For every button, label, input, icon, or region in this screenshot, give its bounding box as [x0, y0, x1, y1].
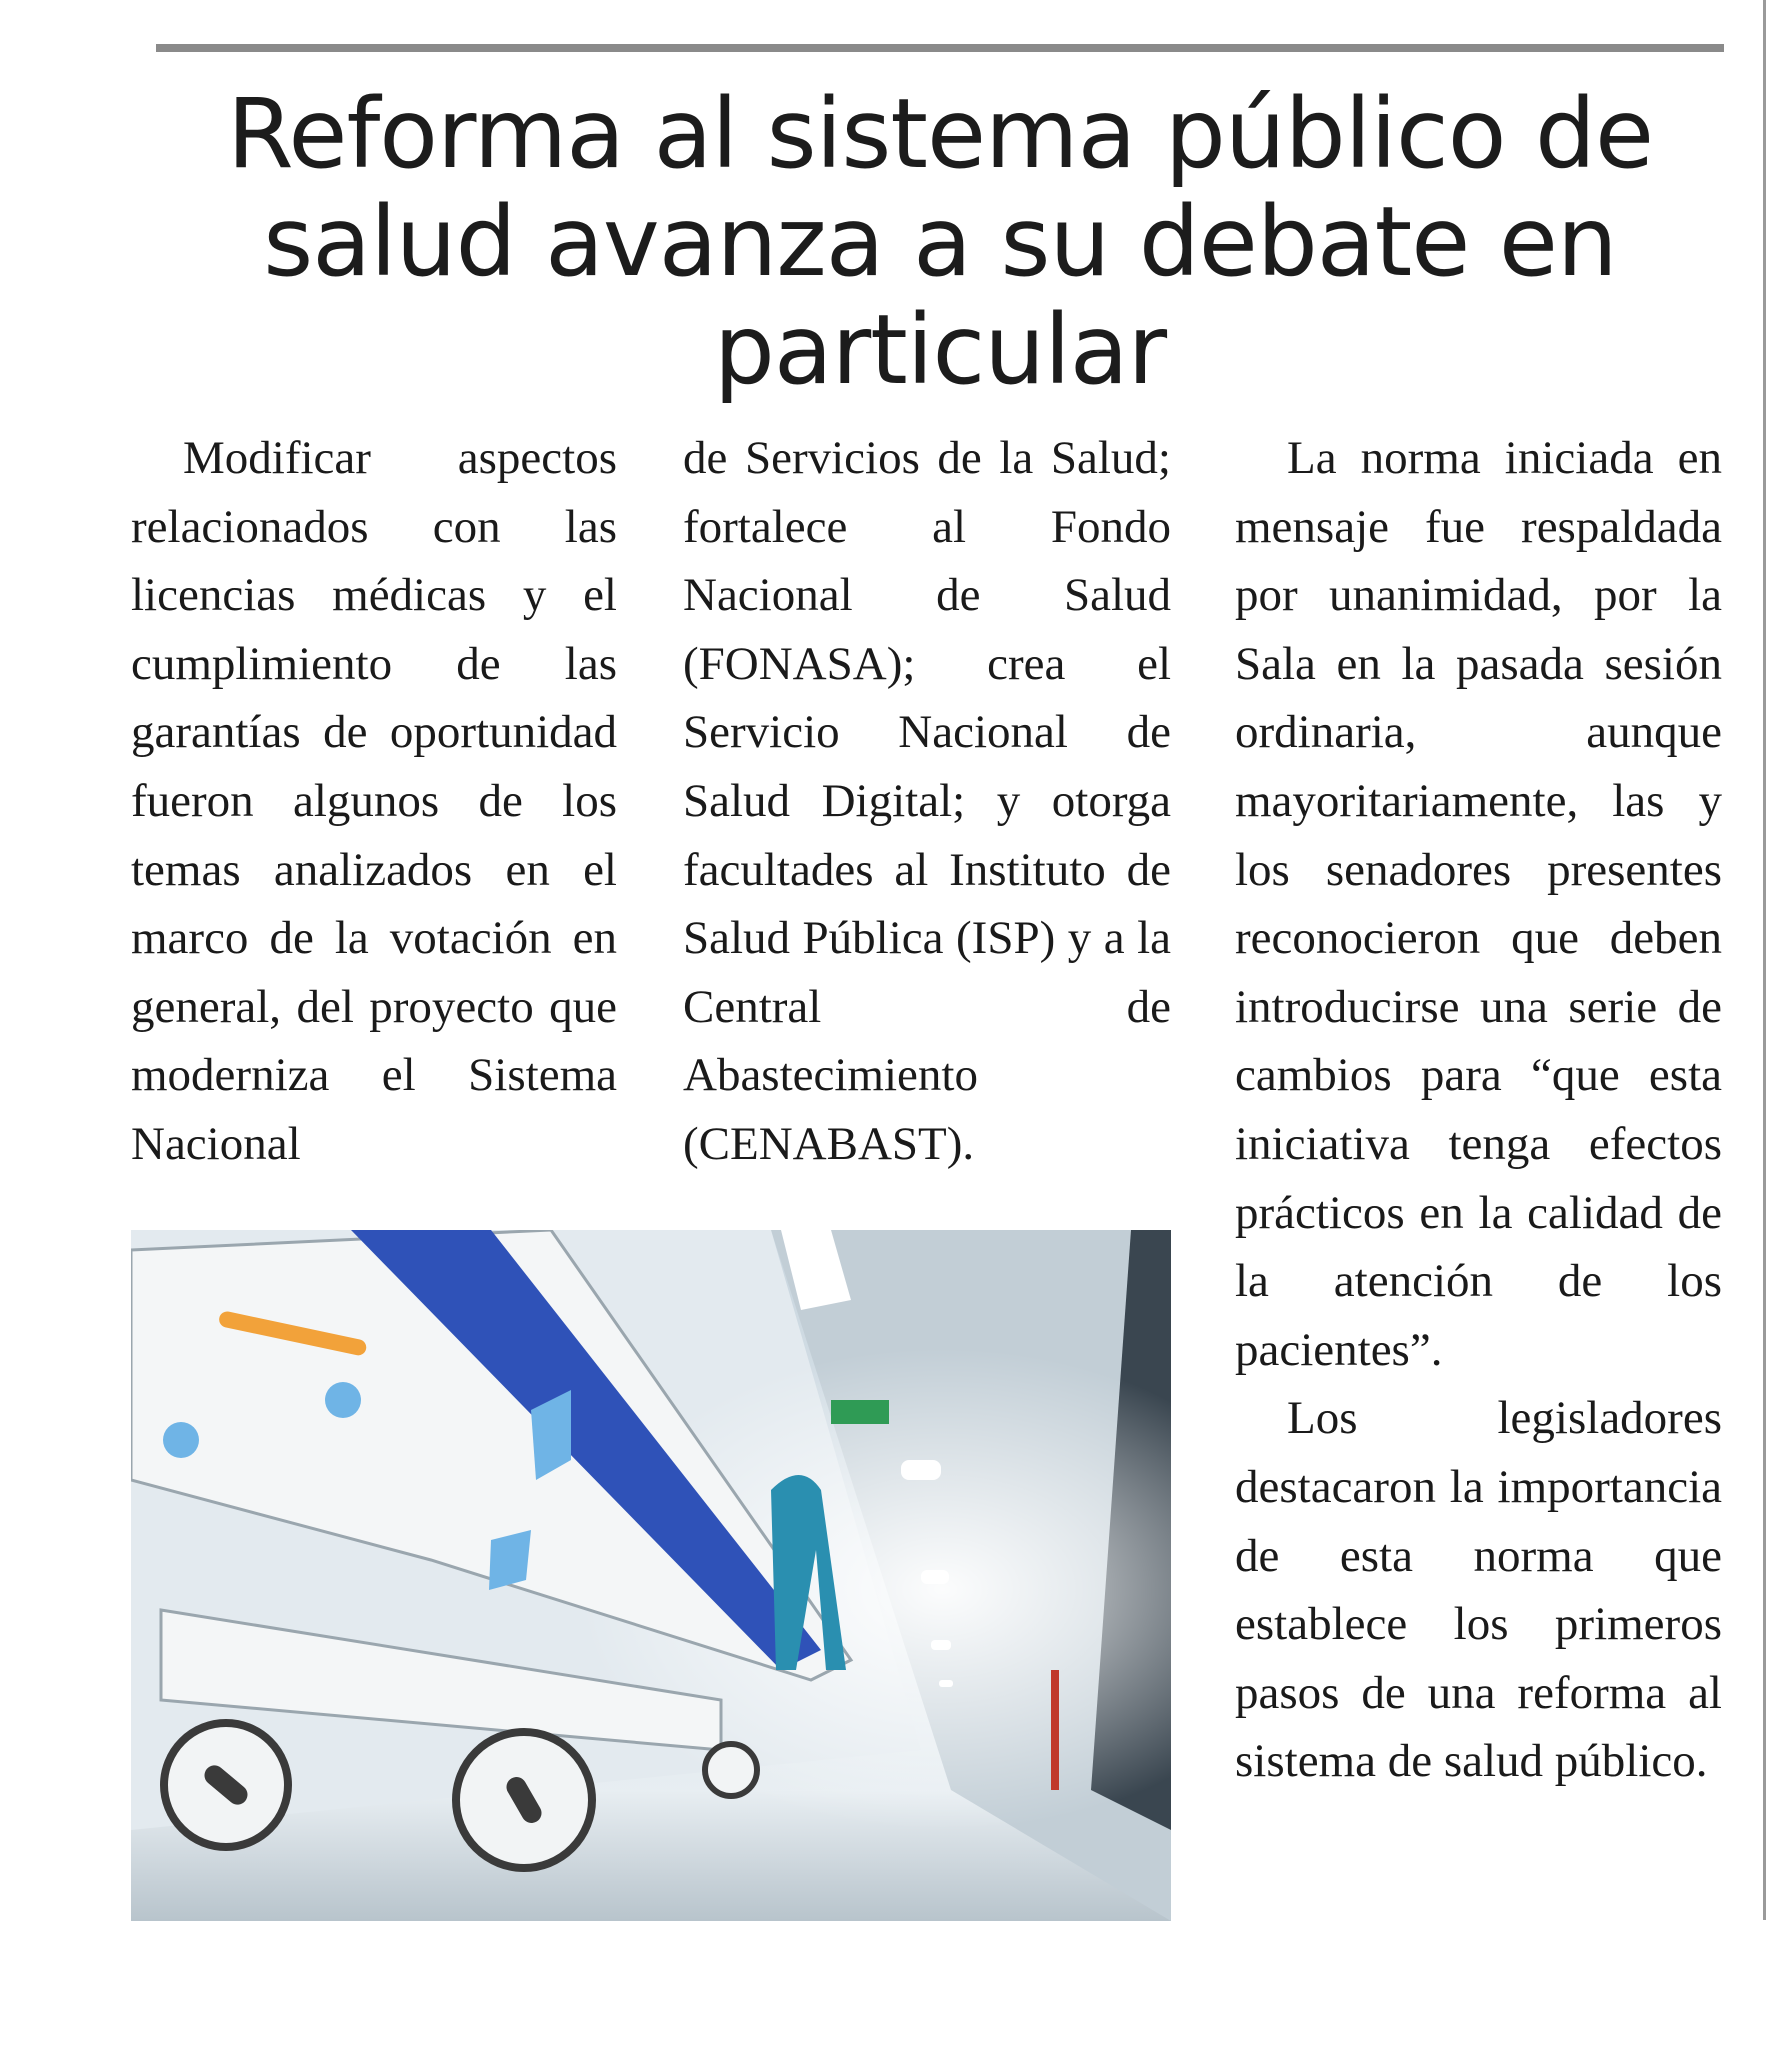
hospital-corridor-photo [131, 1230, 1171, 1921]
hospital-bed-illustration [131, 1230, 1171, 1921]
paragraph: Modificar aspectos relacionados con las licencias médicas y el cumplimiento de las garantías de oportunidad fueron algunos de los temas analizados en el marco de la votación en general, del proyecto que moderniza el Sistema Nacional [131, 432, 617, 1170]
paragraph: de Servicios de la Salud; fortalece al Fondo Nacional de Salud (FONASA); crea el Servicio Nacional de Salud Digital; y otorga facultades al Instituto de Salud Pública (ISP) y a la Central de Abastecimiento (CENABAST). [683, 432, 1171, 1170]
paragraph: Los legisladores destacaron la importancia de esta norma que establece los primeros pasos de una reforma al sistema de salud público. [1235, 1392, 1722, 1788]
column-3 [1235, 424, 1722, 1796]
paragraph: La norma iniciada en mensaje fue respaldada por unanimidad, por la Sala en la pasada sesión ordinaria, aunque mayoritariamente, las y los senadores presentes reconocieron que deben introducirse una serie de cambios para “que esta iniciativa tenga efectos prácticos en la calidad de la atención de los pacientes”. [1235, 432, 1722, 1376]
column-1 [131, 424, 617, 1179]
column-2 [683, 424, 1171, 1179]
top-rule [156, 44, 1724, 52]
headline: Reforma al sistema público de salud avanza a su debate en particular [227, 78, 1653, 406]
column-rule [1763, 0, 1766, 1920]
